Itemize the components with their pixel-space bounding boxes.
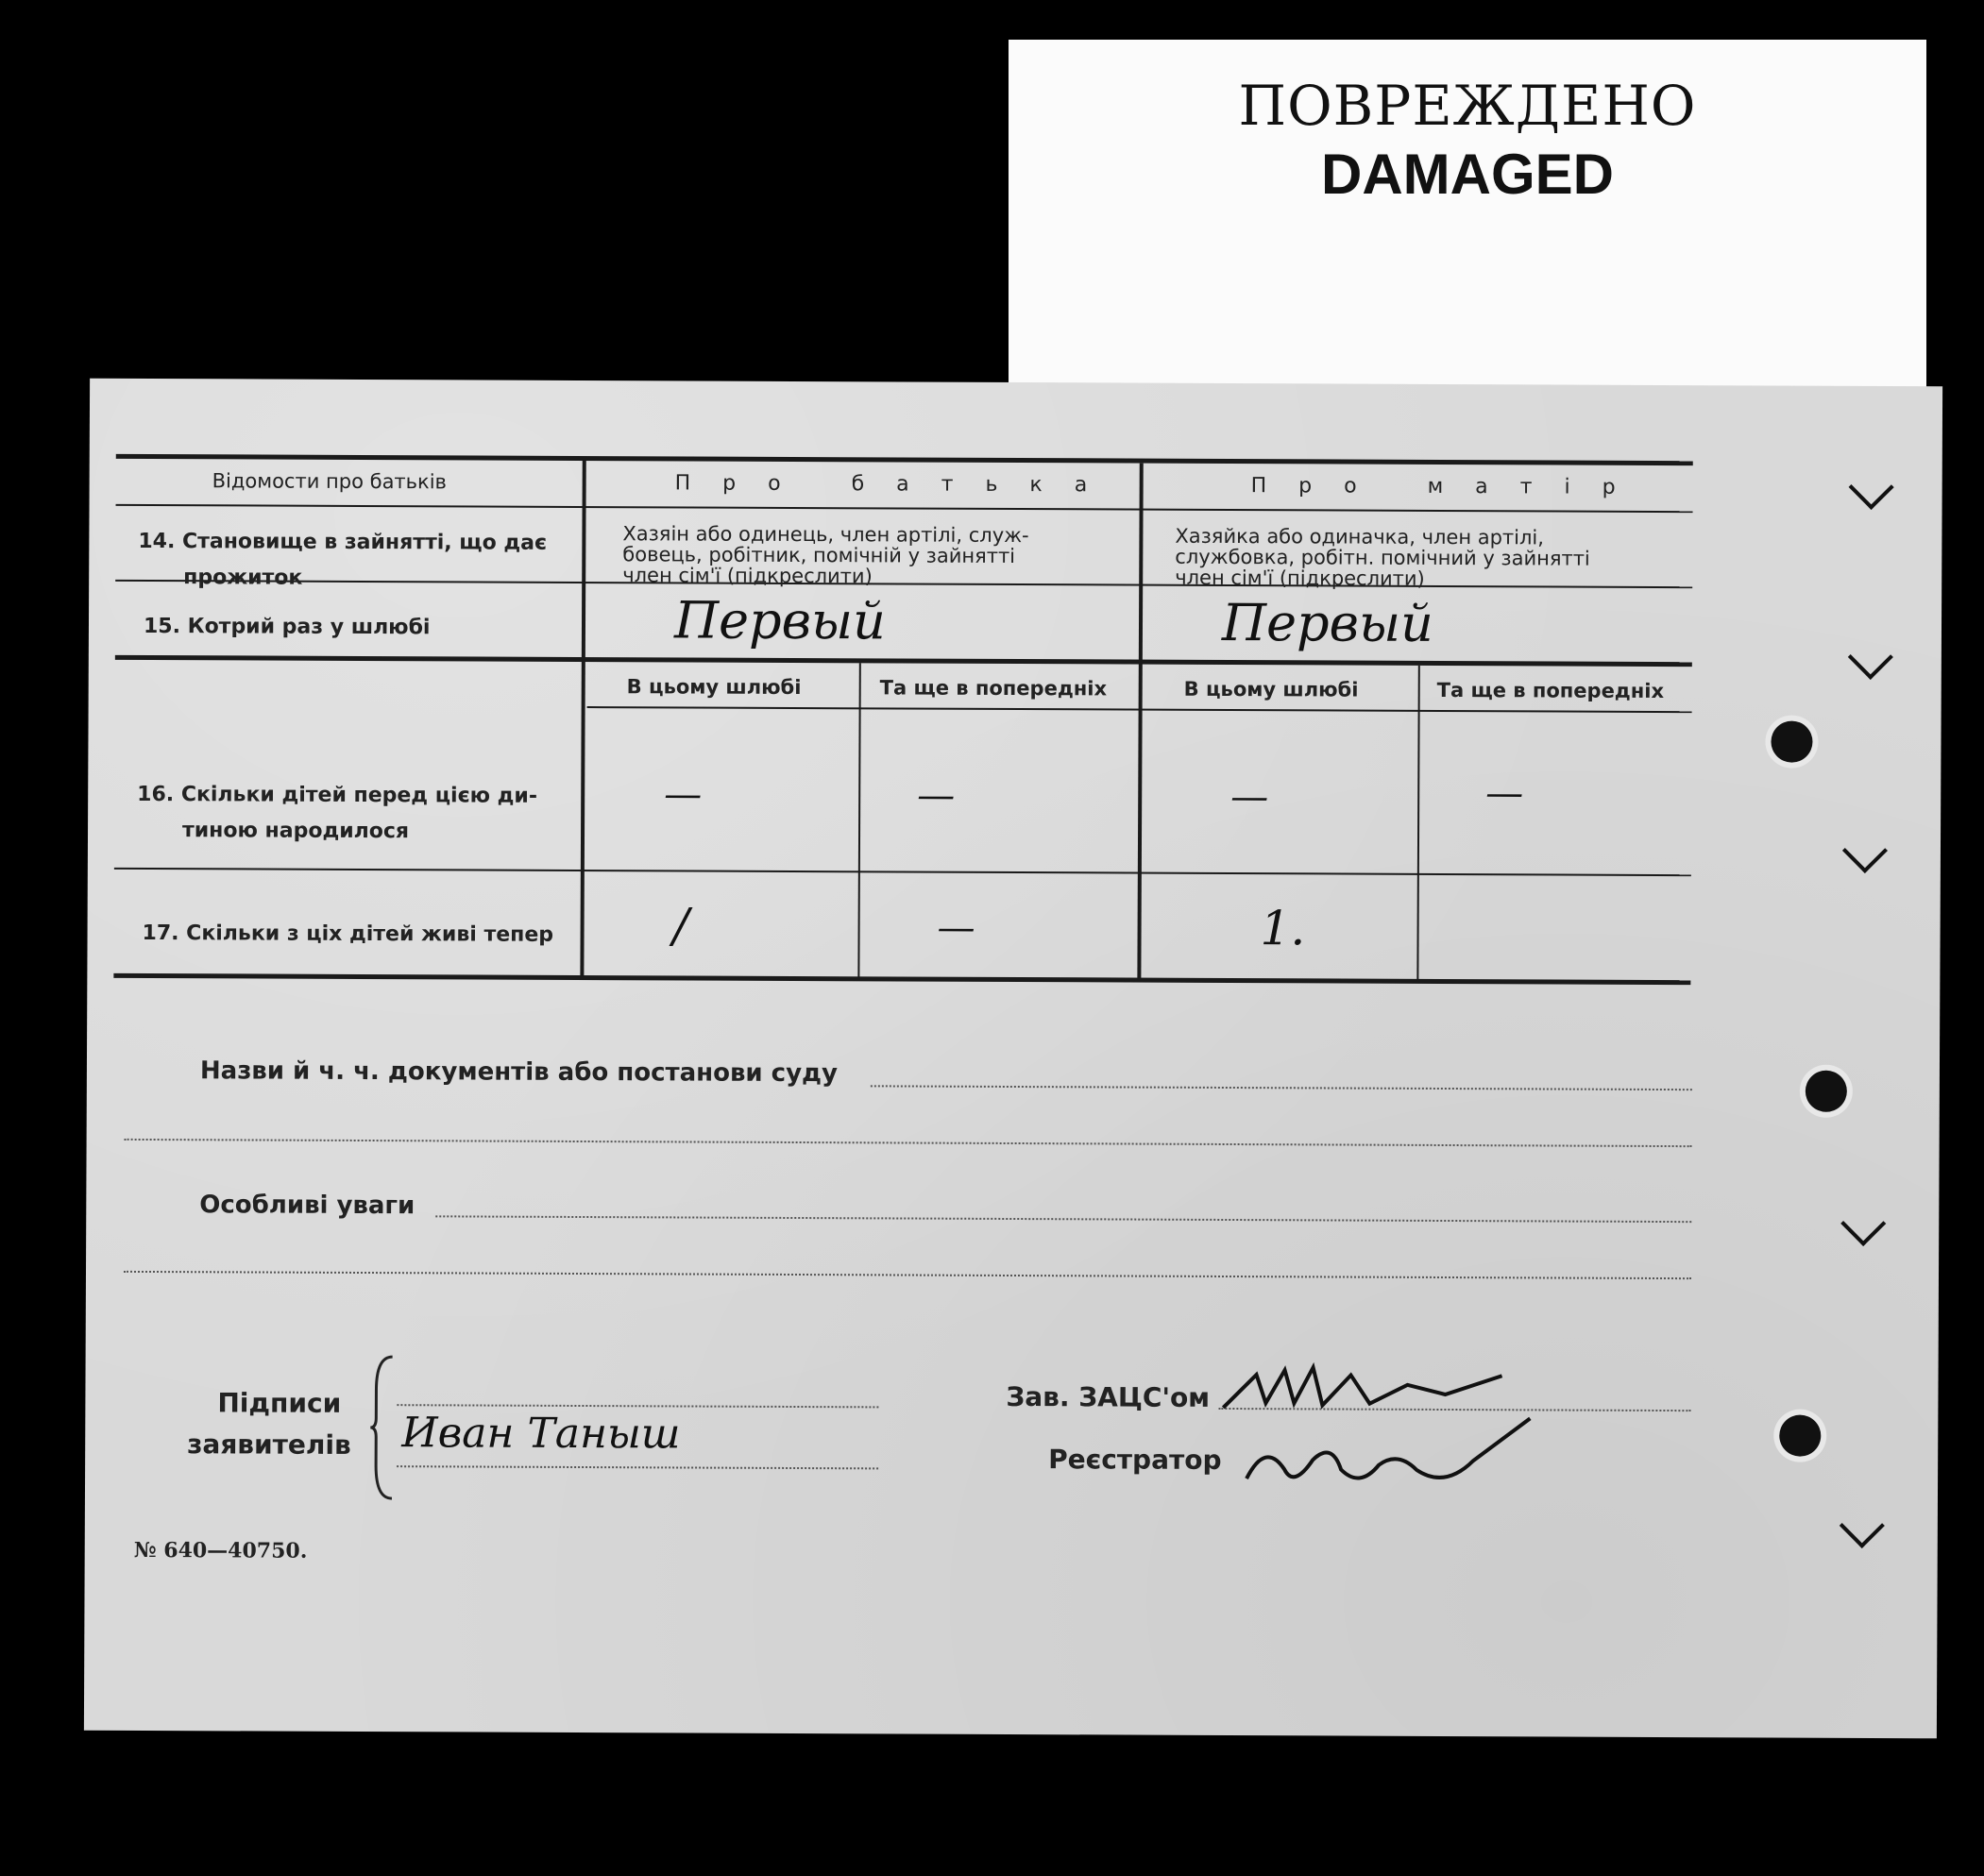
column-divider-mother-sub xyxy=(1416,666,1419,981)
row15-father-handwriting: Первый xyxy=(673,590,886,651)
paper-tear xyxy=(1849,465,1894,510)
paper-tear xyxy=(1840,1503,1885,1548)
header-mother: Про матір xyxy=(1250,474,1648,499)
paper-tear xyxy=(1842,828,1888,873)
row17-father-previous: — xyxy=(937,905,975,950)
subheader-mother-this: В цьому шлюбі xyxy=(1183,677,1359,701)
row16-label-line2: тиною народилося xyxy=(181,819,410,844)
row14-rule xyxy=(115,580,1692,588)
row15-mother-handwriting: Первый xyxy=(1221,592,1433,653)
punch-hole xyxy=(1806,1071,1847,1112)
header-info: Відомости про батьків xyxy=(212,469,448,494)
registrar-signature xyxy=(1237,1412,1539,1508)
table-bottom-rule xyxy=(113,973,1690,985)
row14-mother-line3: член сім'ї (підкреслити) xyxy=(1175,566,1425,590)
row14-father-line3: член сім'ї (підкреслити) xyxy=(622,564,873,588)
applicant-signature-line-1 xyxy=(397,1404,878,1408)
head-label: Зав. ЗАЦС'ом xyxy=(1006,1380,1211,1413)
applicant-signature: Иван Таныш xyxy=(401,1409,681,1459)
remarks-dotted-line-2 xyxy=(124,1271,1691,1279)
subheader-mother-previous: Та ще в попередніх xyxy=(1436,678,1665,703)
row14-label-line2: прожиток xyxy=(183,566,303,590)
table-header-rule xyxy=(116,504,1693,513)
punch-hole xyxy=(1771,720,1812,762)
damaged-label-russian: ПОВРЕЖДЕНО xyxy=(1238,74,1697,138)
remarks-label: Особливі уваги xyxy=(199,1191,415,1221)
table-top-rule xyxy=(116,454,1693,465)
column-divider-father-sub xyxy=(857,663,860,978)
row17-father-this: / xyxy=(672,898,689,954)
documents-dotted-line-2 xyxy=(125,1139,1692,1147)
column-divider-2 xyxy=(1137,464,1143,980)
row16-mother-this: — xyxy=(1230,775,1269,820)
damaged-label-english: DAMAGED xyxy=(1321,143,1614,206)
document-sheet xyxy=(84,379,1942,1739)
signatures-label-line2: заявителів xyxy=(187,1428,351,1461)
row16-father-previous: — xyxy=(917,773,956,818)
signatures-label-line1: Підписи xyxy=(217,1387,342,1419)
applicant-signature-line-2 xyxy=(397,1465,878,1469)
row14-mother-line1: Хазяйка або одиначка, член артілі, xyxy=(1175,524,1545,549)
column-divider-1 xyxy=(580,461,585,977)
header-father: Про батька xyxy=(674,471,1120,498)
row14-father-line1: Хазяін або одинець, член артілі, служ- xyxy=(622,522,1029,548)
documents-dotted-line xyxy=(871,1085,1692,1090)
form-number: № 640—40750. xyxy=(133,1537,308,1563)
remarks-dotted-line xyxy=(435,1215,1691,1223)
row14-mother-line2: службовка, робітн. помічний у зайнятті xyxy=(1175,545,1590,570)
subheader-father-previous: Та ще в попередніх xyxy=(879,676,1108,701)
subheader-father-this: В цьому шлюбі xyxy=(626,675,802,700)
damaged-label-card xyxy=(1009,40,1926,398)
documents-label: Назви й ч. ч. документів або постанови суду xyxy=(199,1056,839,1089)
row16-mother-previous: — xyxy=(1485,771,1524,816)
row16-father-this: — xyxy=(664,772,703,817)
row15-label: 15. Котрий раз у шлюбі xyxy=(143,614,431,640)
paper-tear xyxy=(1840,1201,1886,1246)
row14-father-line2: бовець, робітник, помічній у зайнятті xyxy=(622,543,1016,568)
punch-hole xyxy=(1779,1415,1821,1457)
row16-label-line1: 16. Скільки дітей перед цією ди- xyxy=(137,782,538,808)
row16-rule xyxy=(114,868,1691,876)
row17-mother-this: 1. xyxy=(1260,901,1306,956)
signatures-brace xyxy=(368,1352,398,1503)
row14-label-line1: 14. Становище в зайнятті, що дає xyxy=(138,529,548,555)
paper-tear xyxy=(1848,634,1893,680)
row15-rule xyxy=(115,655,1692,667)
row17-label: 17. Скільки з ціх дітей живі тепер xyxy=(142,921,554,947)
registrar-label: Реєстратор xyxy=(1048,1444,1222,1476)
